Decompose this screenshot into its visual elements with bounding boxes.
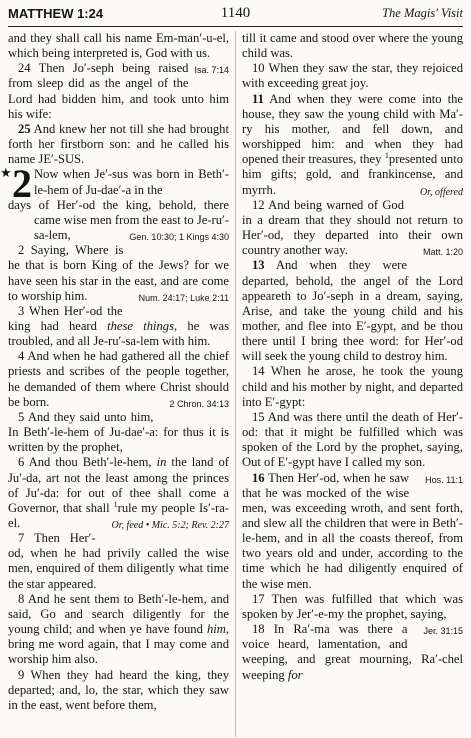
verse-number: 18 xyxy=(252,622,265,637)
cross-reference: Hos. 11:1 xyxy=(425,474,463,485)
chapter-number: 2 xyxy=(12,161,32,207)
verse-2-13: 13 And when they were departed, behold, the angel of the Lord appeareth to Jo′-seph in a dream, saying, Arise, and take the young child and his mother, and flee into E′-gypt, and be thou there until I bring thee word: for Her′-od will seek the young child to destroy him. xyxy=(242,258,463,364)
cross-reference: 2 Chron. 34:13 xyxy=(169,398,229,409)
verse-2-11: 11 And when they were come into the house, they saw the young child with Ma′-ry his mother, and fell down, and worshipped him: and when they had opened their treasures, they $^1$presented unto him gifts; gold, and frankincense, and myrrh. Or, offered xyxy=(242,92,463,198)
cross-reference: Matt. 1:20 xyxy=(422,247,463,258)
verse-2-16: 16 Then Her′-od, when he saw that he was mocked of the wise men, was exceeding wroth, and sent forth, and slew all the children that were in Beth′-le-hem, and in all the coasts thereof, from two years old and under, according to the time which he had diligently enquired of the wise men. xyxy=(242,470,463,591)
verse-2-12: 12 And being warned of God in a dream that they should not return to Her′-od, they departed into their own country another way. Matt. 1:20 xyxy=(242,198,463,259)
verse-2-9-continued: till it came and stood over where the young child was. xyxy=(242,31,463,61)
verse-number: 11 xyxy=(252,91,264,106)
verse-number: 25 xyxy=(18,121,31,136)
cross-reference: Jer. 31:15 xyxy=(423,626,463,637)
verse-2-14: 14 When he arose, he took the young child and his mother by night, and departed into E′-gypt: xyxy=(242,364,464,409)
footnote-note: Or, feed • Mic. 5:2; Rev. 2:27 xyxy=(111,520,229,531)
verse-number: 3 xyxy=(18,303,25,318)
verse-2-5: 5 And they said unto him, In Beth′-le-hem of Ju-dae′-a: for thus it is written by the prophet, xyxy=(8,409,229,455)
verse-number: 16 xyxy=(252,470,265,485)
cross-reference: Isa. 7:14 xyxy=(194,65,229,76)
verse-number: 4 xyxy=(18,349,25,364)
verse-number: 9 xyxy=(18,667,25,682)
verse-number: 12 xyxy=(252,197,265,212)
footnote-marker: 1 xyxy=(384,151,389,161)
page-number: 1140 xyxy=(220,5,251,21)
star-icon: ★ xyxy=(0,165,12,181)
verse-2-1: ★ 2 Now when Je′-sus was born in Beth′-le-hem of Ju-dae′-a in the days of Her′-od the king, behold, there came wise men from the east to Je-ru′-sa-lem, Gen. 10:30; 1 Kings 4:30 xyxy=(8,167,229,243)
left-column xyxy=(0,31,230,713)
verse-2-17: 17 Then was fulfilled that which was spoken by Jer′-e-my the prophet, saying, Jer. 31:15 xyxy=(242,592,463,622)
verse-number: 24 xyxy=(18,61,31,76)
verse-number: 5 xyxy=(18,409,25,424)
verse-25: 25 And knew her not till she had brought forth her firstborn son: and he called his name JE′-SUS. xyxy=(8,121,229,167)
running-header xyxy=(8,4,463,27)
column-divider xyxy=(235,31,236,737)
verse-number: 10 xyxy=(252,61,265,76)
verse-number: 8 xyxy=(18,591,25,606)
footnote-note: Or, offered xyxy=(420,186,463,198)
verse-number: 14 xyxy=(252,364,265,379)
verse-number: 7 xyxy=(18,531,25,546)
chapter-verse-reference: MATTHEW 1:24 xyxy=(8,6,104,21)
verse-number: 15 xyxy=(252,409,265,424)
verse-2-18: 18 In Ra′-ma was there a voice heard, lamentation, and weeping, and great mourning, Ra′-chel weeping for xyxy=(242,622,463,682)
verse-2-9: 9 When they had heard the king, they departed; and, lo, the star, which they saw in the east, went before them, xyxy=(8,667,229,712)
verse-2-8: 8 And he sent them to Beth′-le-hem, and said, Go and search diligently for the young child; and when ye have found him, bring me word again, that I may come and worship him also. xyxy=(8,591,229,667)
verse-2-3: 3 When Her′-od the king had heard these things, he was troubled, and all Je-ru′-sa-lem with him. xyxy=(8,303,230,349)
verse-2-2: 2 Saying, Where is he that is born King of the Jews? for we have seen his star in the east, and are come to worship him. Num. 24:17; Luke 2:11 xyxy=(8,243,229,304)
verse-23-continued: and they shall call his name Em-man′-u-el, which being interpreted is, God with us. Isa. 7:14 xyxy=(8,31,229,61)
verse-2-4: 4 And when he had gathered all the chief priests and scribes of the people together, he demanded of them where Christ should be born. 2 Chron. 34:13 xyxy=(8,349,229,410)
verse-24: 24 Then Jo′-seph being raised from sleep did as the angel of the Lord had bidden him, and took unto him his wife: xyxy=(8,61,229,121)
verse-2-7: 7 Then Her′-od, when he had privily called the wise men, enquired of them diligently what time the star appeared. xyxy=(8,531,229,591)
verse-number: 13 xyxy=(252,258,265,273)
verse-number: 2 xyxy=(18,243,25,258)
verse-number: 6 xyxy=(18,455,25,470)
cross-reference: Gen. 10:30; 1 Kings 4:30 xyxy=(129,232,229,243)
footnote-marker: 1 xyxy=(113,499,118,509)
cross-reference: Num. 24:17; Luke 2:11 xyxy=(138,292,229,303)
right-column xyxy=(242,31,463,683)
verse-2-6: 6 And thou Beth′-le-hem, in the land of Ju′-da, art not the least among the princes of Ju′-da: for out of thee shall come a Governor, that shall $^1$rule my people Is′-ra-el. Or, feed • Mic. 5:2; Rev. 2:27 xyxy=(8,455,229,531)
verse-number: 17 xyxy=(252,591,265,606)
section-title: The Magis' Visit xyxy=(382,6,463,20)
verse-2-10: 10 When they saw the star, they rejoiced with exceeding great joy. xyxy=(242,61,464,91)
verse-2-15: 15 And was there until the death of Her′-od: that it might be fulfilled which was spoken of the Lord by the prophet, saying, Out of E′-gypt have I called my son. Hos. 11:1 xyxy=(242,410,463,471)
